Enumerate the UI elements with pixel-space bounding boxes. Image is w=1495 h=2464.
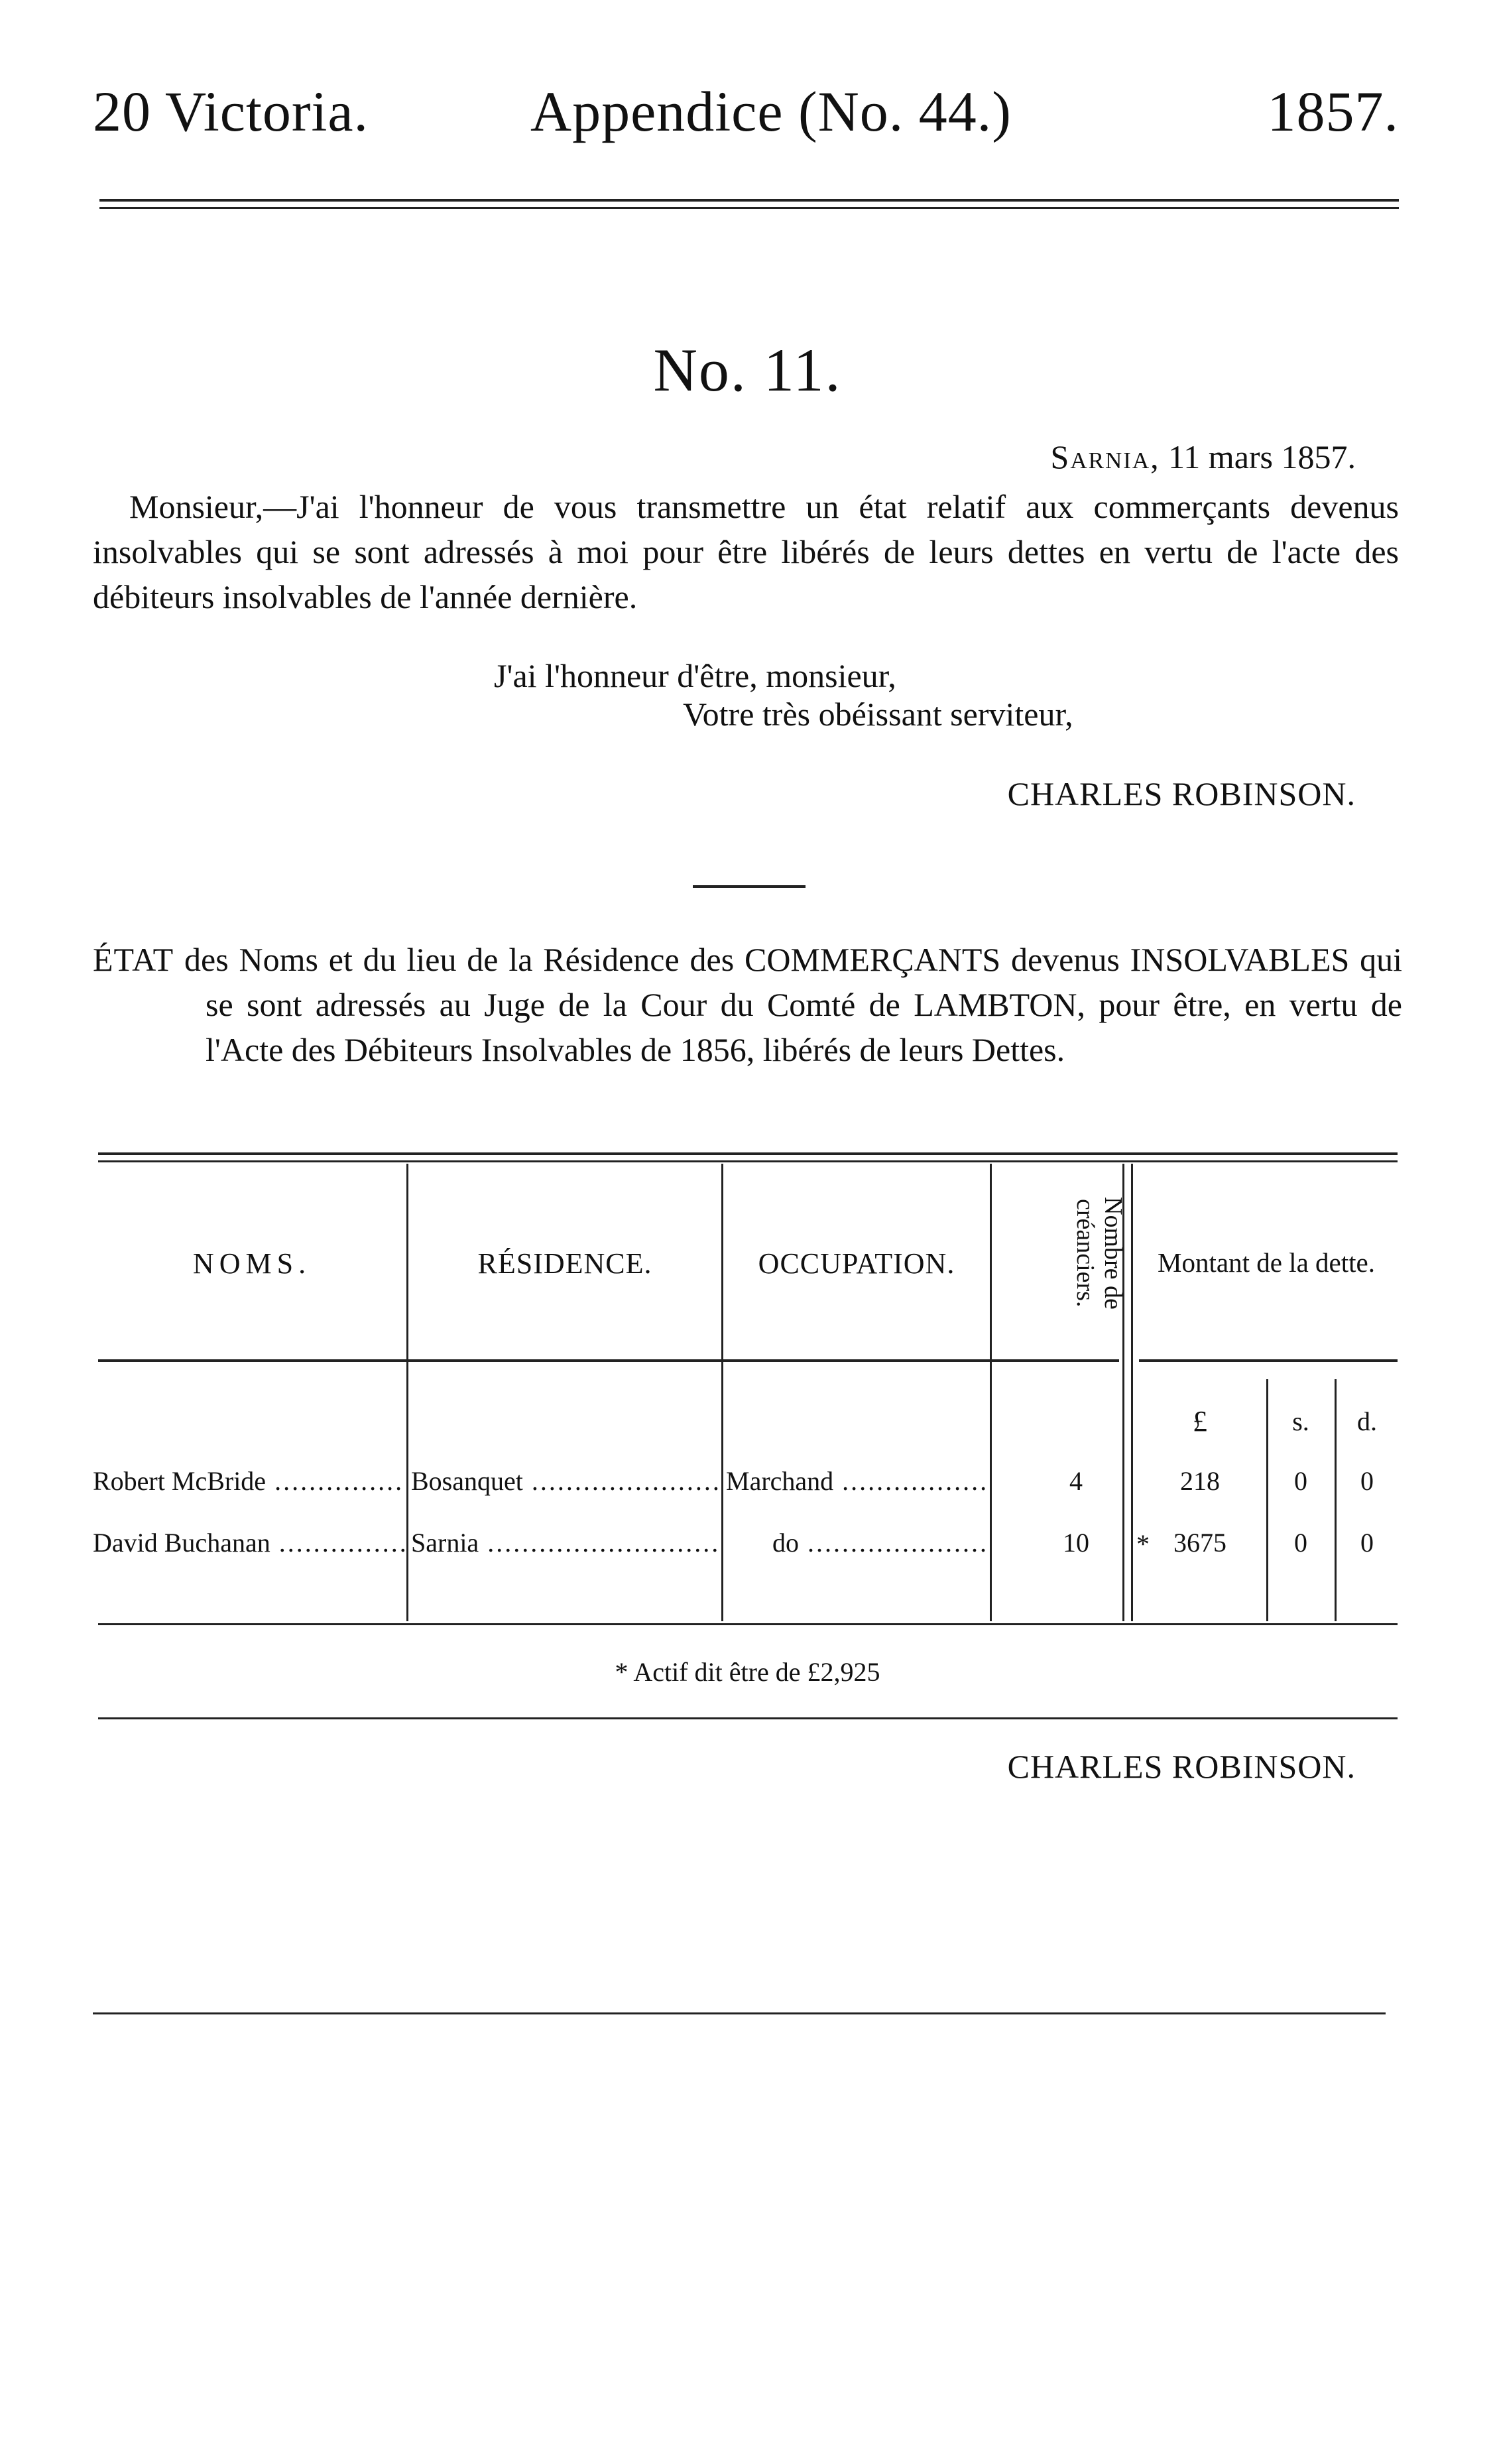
- section-divider: [693, 885, 806, 888]
- row-1-pounds: 218: [1180, 1466, 1220, 1496]
- table-rule-top-2: [98, 1160, 1398, 1162]
- row-1-residence: Bosanquet .....: [411, 1465, 719, 1497]
- footnote-rule: [98, 1717, 1398, 1719]
- letter-dateline: [1051, 438, 1356, 476]
- header-pence: d.: [1357, 1406, 1377, 1436]
- row-2-occupation: do .....: [772, 1527, 988, 1558]
- table-header-rule-amount: [1139, 1359, 1398, 1362]
- letter-body: Monsieur,—J'ai l'honneur de vous transmettre un état relatif aux commerçants devenus insolvables qui se sont adressés à moi pour être libérés de leurs dettes en vertu de l'acte des débiteurs insolvables de l'année dernière.: [93, 488, 1399, 615]
- col-divider: [1131, 1164, 1133, 1621]
- header-pounds: £: [1193, 1405, 1207, 1438]
- row-1-pence: 0: [1360, 1466, 1374, 1496]
- row-1-occupation: Marchand .....: [726, 1465, 988, 1497]
- header-appendix: Appendice (No. 44.): [530, 80, 1012, 143]
- header-rule-bottom: [99, 207, 1399, 209]
- table-rule-top: [98, 1152, 1398, 1155]
- letter-date: 11 mars 1857.: [1168, 438, 1356, 475]
- document-number: No. 11.: [653, 336, 842, 404]
- table-header-rule: [98, 1359, 1119, 1362]
- row-1-nom: Robert McBride .....: [93, 1465, 404, 1497]
- row-2-pounds: 3675: [1173, 1528, 1226, 1558]
- header-montant: Montant de la dette.: [1158, 1247, 1375, 1278]
- table-rule-bottom: [98, 1623, 1398, 1625]
- header-rule-top: [99, 199, 1399, 202]
- row-2-pence: 0: [1360, 1528, 1374, 1558]
- letter-closing-line-2: Votre très obéissant serviteur,: [683, 696, 1073, 733]
- header-shillings: s.: [1292, 1406, 1309, 1436]
- header-nombre-creanciers: Nombre de créanciers.: [1071, 1197, 1127, 1310]
- table-footnote: * Actif dit être de £2,925: [615, 1657, 880, 1687]
- etat-lead: ÉTAT: [93, 941, 174, 978]
- row-2-creanciers: 10: [1063, 1528, 1089, 1558]
- col-divider: [406, 1164, 408, 1621]
- row-1-creanciers: 4: [1069, 1466, 1083, 1496]
- row-1-shillings: 0: [1294, 1466, 1307, 1496]
- col-divider: [990, 1164, 992, 1621]
- header-residence: RÉSIDENCE.: [477, 1247, 652, 1280]
- etat-statement: [93, 937, 1402, 1072]
- header-year: 1857.: [1267, 80, 1399, 143]
- final-signature: CHARLES ROBINSON.: [1007, 1748, 1356, 1785]
- row-2-shillings: 0: [1294, 1528, 1307, 1558]
- page-bottom-rule: [93, 2012, 1386, 2014]
- letter-place: Sarnia,: [1050, 438, 1160, 475]
- header-noms: NOMS.: [192, 1247, 312, 1280]
- letter-signature: CHARLES ROBINSON.: [1007, 775, 1356, 812]
- row-2-nom: David Buchanan .....: [93, 1527, 404, 1558]
- row-2-footnote-marker: *: [1136, 1529, 1150, 1559]
- etat-text: des Noms et du lieu de la Résidence des COMMERÇANTS devenus INSOLVABLES qui se sont adressés au Juge de la Cour du Comté de LAMBTON, pour être, en vertu de l'Acte des Débiteurs Insolvables de 1856, libérés de leurs Dettes.: [184, 941, 1403, 1068]
- letter-closing-line-1: J'ai l'honneur d'être, monsieur,: [494, 657, 896, 694]
- header-occupation: OCCUPATION.: [758, 1247, 955, 1280]
- col-divider: [721, 1164, 723, 1621]
- row-2-residence: Sarnia .....: [411, 1527, 719, 1558]
- header-session: 20 Victoria.: [93, 80, 369, 143]
